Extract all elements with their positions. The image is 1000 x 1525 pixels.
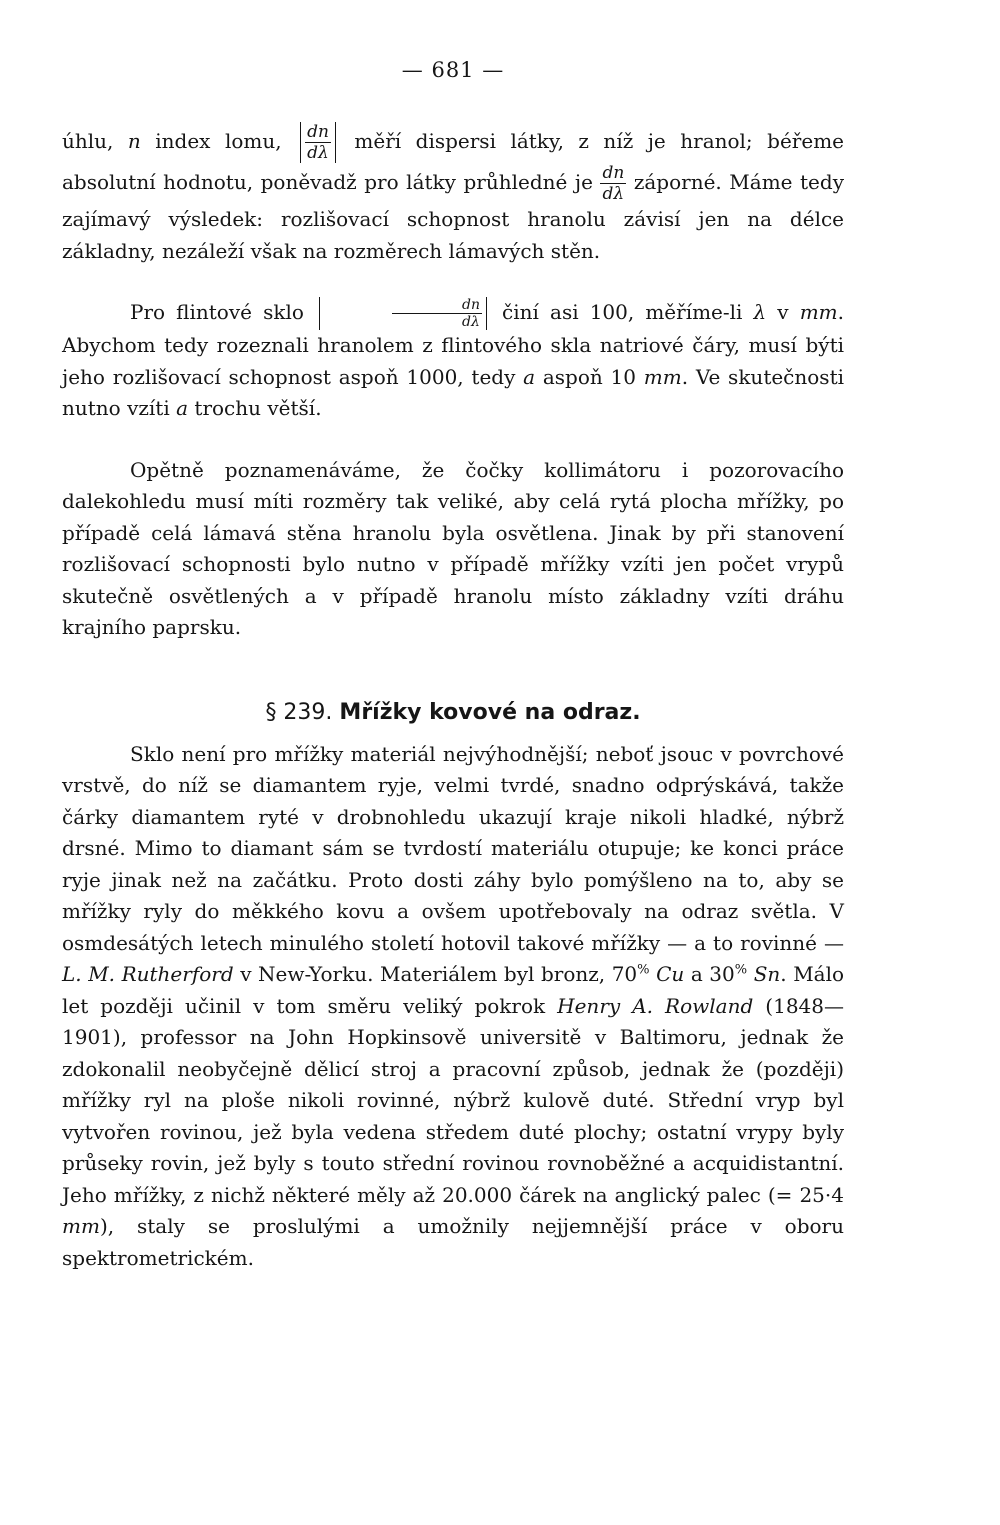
text: trochu větší. xyxy=(188,396,322,420)
text: v xyxy=(766,300,800,324)
page-number: — 681 — xyxy=(401,58,505,82)
paragraph-4 xyxy=(62,739,844,1275)
italic: λ xyxy=(753,300,767,324)
numerator: dn xyxy=(392,297,482,314)
abs-fraction-dn-dl xyxy=(300,122,336,163)
denominator: dλ xyxy=(602,184,625,204)
paragraph-3: Opětně poznamenáváme, že čočky kollimátoru i pozorovacího dalekohledu musí míti rozměry tak veliké, aby celá rytá plocha mřížky, po případě celá lámavá stěna hranolu byla osvětlena. Jinak by při stanovení rozlišovací schopnosti bylo nutno v případě mřížky vzíti jen počet vrypů skutečně osvětlených a v případě hranolu místo základny vzíti dráhu krajního paprsku. xyxy=(62,457,844,639)
text: . Abychom tedy rozeznali hranolem z flintového skla natriové čáry, musí býti jeho rozlišovací schopnost aspoň 1000, tedy xyxy=(62,300,844,389)
page xyxy=(62,58,844,1274)
text: a 30 xyxy=(684,962,735,986)
text: Sklo není pro mřížky materiál nejvýhodnější; neboť jsouc v povrchové vrstvě, do níž se diamantem ryje, velmi tvrdé, snadno odprýskává, takže čárky diamantem ryté v drobnohledu ukazují kraje nikoli hladké, nýbrž drsné. Mimo to diamant sám se tvrdostí materiálu otupuje; ke konci práce ryje jinak než na začátku. Proto dosti záhy bylo pomýšleno na to, aby se mřížky ryly do měkkého kovu a ovšem upotřebovaly na odraz světla. V osmdesátých letech minulého století hotovil takové mřížky — a to rovinné — xyxy=(62,741,844,955)
text: (1848—1901), professor na John Hopkinsově universitě v Baltimoru, jednak že zdokonalil neobyčejně dělicí stroj a pracovní způsob, jednak že (později) mřížky ryl na ploše nikoli rovinné, nýbrž kulově duté. Střední vryp byl vytvořen rovinou, jež byla vedena středem duté plochy; ostatní vrypy byly průseky rovin, jež byly s touto střední rovinou rovnoběžné a acquidistantní. Jeho mřížky, z nichž některé měly až 20.000 čárek na anglický palec (= 25·4 xyxy=(62,993,844,1207)
text: . Málo let později učinil v tom směru veliký pokrok xyxy=(62,962,845,1018)
denominator: dλ xyxy=(307,143,329,163)
italic: a xyxy=(523,364,536,389)
italic-name: L. M. Rutherford xyxy=(62,962,234,986)
section-number: § 239. xyxy=(265,699,333,725)
text: aspoň 10 xyxy=(535,364,644,389)
italic: mm xyxy=(799,300,838,324)
italic-sn: Sn xyxy=(753,962,781,986)
italic: mm xyxy=(643,364,682,389)
italic: mm xyxy=(62,1214,100,1238)
text: index lomu, xyxy=(140,129,297,153)
text: ), staly se proslulými a umožnily nejjemnější práce v oboru spektrometrickém. xyxy=(62,1214,844,1270)
percent-sign: % xyxy=(637,962,650,978)
text: Pro flintové sklo xyxy=(130,300,315,324)
italic-n: n xyxy=(127,129,141,153)
text: činí asi 100, měříme-li xyxy=(490,300,754,324)
text: v New-Yorku. Materiálem byl bronz, 70 xyxy=(233,962,638,986)
numerator: dn xyxy=(307,122,329,142)
denominator: dλ xyxy=(462,314,480,330)
section-title: Mřížky kovové na odraz. xyxy=(339,699,641,725)
paragraph-2 xyxy=(62,297,844,425)
section-heading xyxy=(62,700,844,725)
italic-name: Henry A. Rowland xyxy=(557,993,754,1018)
italic-cu: Cu xyxy=(656,962,685,986)
numerator: dn xyxy=(602,163,625,183)
text: záporné. Máme tedy zajímavý výsledek: rozlišovací schopnost hranolu závisí jen na délce základny, nezáleží však na rozměrech lámavých stěn. xyxy=(62,170,844,263)
text: měří dispersi látky, z níž je hranol; béřeme absolutní hodnotu, poněvadž pro látky průhledné je xyxy=(62,129,844,194)
text: úhlu, xyxy=(62,129,128,153)
fraction-dn-dl xyxy=(600,163,626,204)
italic: a xyxy=(176,396,189,420)
paragraph-1 xyxy=(62,122,844,267)
text: . Ve skutečnosti nutno vzíti xyxy=(62,364,845,420)
percent-sign: % xyxy=(734,962,748,978)
abs-fraction-dn-dl-small xyxy=(319,297,487,330)
